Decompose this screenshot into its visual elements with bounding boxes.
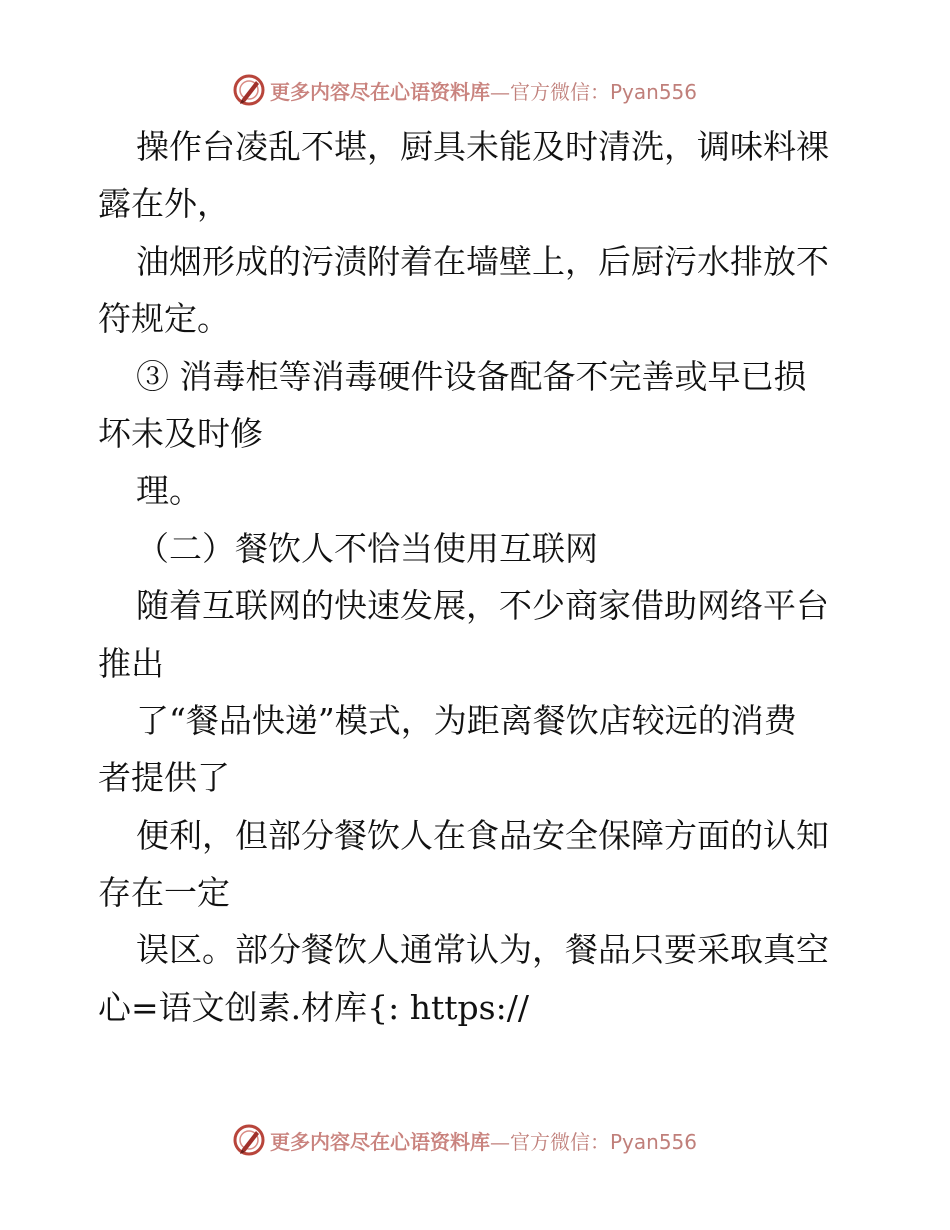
- text-line: 符规定。: [98, 299, 230, 339]
- footer-banner-text: 更多内容尽在心语资料库—官方微信：Pyan556: [270, 1129, 698, 1154]
- text-line: 了“餐品快递”模式，为距离餐饮店较远的消费: [136, 700, 797, 740]
- text-line: 存在一定: [98, 873, 230, 913]
- header-banner: [232, 70, 712, 110]
- text-line: 油烟形成的污渍附着在墙壁上，后厨污水排放不: [136, 241, 829, 281]
- text-line: 便利，但部分餐饮人在食品安全保障方面的认知: [136, 815, 829, 855]
- text-line: 理。: [136, 471, 202, 511]
- text-line: 随着互联网的快速发展，不少商家借助网络平台: [136, 586, 829, 626]
- text-line: 心=语文创素.材库{: https://: [98, 987, 529, 1027]
- footer-banner: [232, 1120, 712, 1160]
- section-heading: （二）餐饮人不恰当使用互联网: [136, 528, 598, 568]
- text-line: 露在外，: [98, 184, 230, 224]
- text-line: 推出: [98, 643, 164, 683]
- pen-logo-icon: [232, 73, 266, 107]
- text-line: 误区。部分餐饮人通常认为，餐品只要采取真空: [136, 930, 829, 970]
- text-line: 坏未及时修: [98, 413, 263, 453]
- text-line: ③ 消毒柜等消毒硬件设备配备不完善或早已损: [136, 356, 807, 396]
- pen-logo-icon: [232, 1123, 266, 1157]
- body-text: [98, 118, 858, 1036]
- text-line: 操作台凌乱不堪，厨具未能及时清洗，调味料裸: [136, 127, 829, 166]
- header-banner-text: 更多内容尽在心语资料库—官方微信：Pyan556: [270, 79, 698, 104]
- text-line: 者提供了: [98, 758, 230, 798]
